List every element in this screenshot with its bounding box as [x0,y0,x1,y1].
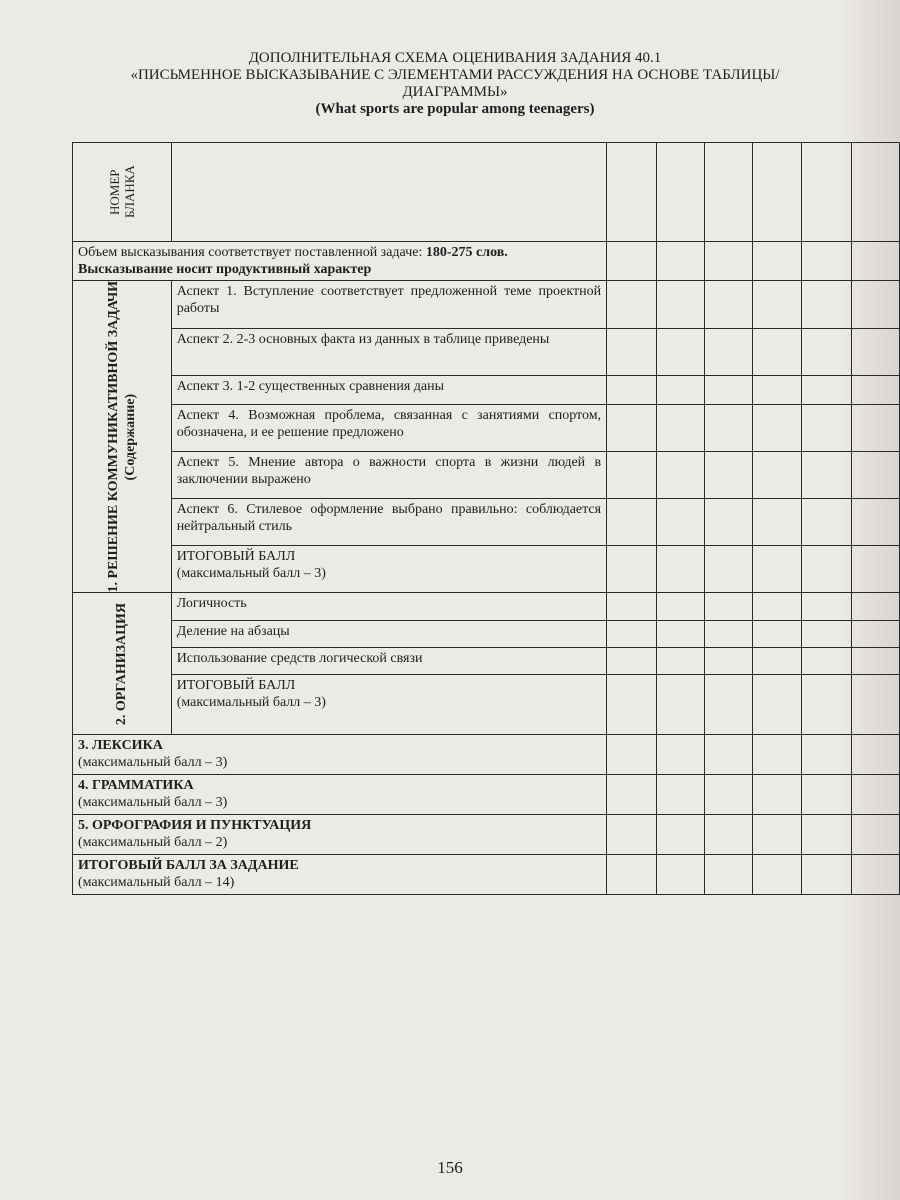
org-item-3-label: Использование средств логической связи [171,648,606,675]
score-cell[interactable] [607,546,657,593]
productive-text: Высказывание носит продуктивный характер [78,262,372,277]
score-cell[interactable] [752,621,802,648]
score-cell[interactable] [852,329,900,376]
score-cell[interactable] [704,329,752,376]
score-cell[interactable] [607,242,657,281]
score-cell[interactable] [704,242,752,281]
score-cell[interactable] [802,815,852,855]
org-item-1-label: Логичность [171,593,606,621]
spelling-title: 5. ОРФОГРАФИЯ И ПУНКТУАЦИЯ [78,818,312,834]
score-cell[interactable] [656,648,704,675]
section1-total-max: (максимальный балл – 3) [176,566,326,582]
org-row-3 [73,648,900,675]
score-cell[interactable] [752,675,802,735]
assessment-table [72,142,900,895]
blank-number-cell[interactable] [704,143,752,242]
score-cell[interactable] [852,621,900,648]
section2-total-label [171,675,606,735]
score-cell[interactable] [607,281,657,329]
grammar-max: (максимальный балл – 3) [78,795,228,811]
score-cell[interactable] [704,593,752,621]
score-cell[interactable] [852,281,900,329]
score-cell[interactable] [852,775,900,815]
score-cell[interactable] [656,376,704,405]
section1-total-label [171,546,606,593]
volume-row [73,242,900,281]
score-cell[interactable] [752,735,802,775]
score-cell[interactable] [607,675,657,735]
score-cell[interactable] [704,546,752,593]
aspect-6-label: Аспект 6. Стилевое оформление выбрано правильно: соблюдается нейтральный стиль [171,499,606,546]
aspect-5-label: Аспект 5. Мнение автора о важности спорта в жизни людей в заключении выражено [171,452,606,499]
score-cell[interactable] [656,546,704,593]
score-cell[interactable] [752,405,802,452]
score-cell[interactable] [607,775,657,815]
score-cell[interactable] [607,452,657,499]
score-cell[interactable] [752,281,802,329]
score-cell[interactable] [752,546,802,593]
score-cell[interactable] [802,675,852,735]
score-cell[interactable] [852,376,900,405]
lexis-label [73,735,607,775]
score-cell[interactable] [852,855,900,895]
section1-subtitle: (Содержание) [122,393,138,481]
aspect-2-label: Аспект 2. 2-3 основных факта из данных в таблице приведены [171,329,606,376]
score-cell[interactable] [852,593,900,621]
spelling-label [73,815,607,855]
header-line-3: ДИАГРАММЫ» [402,84,508,100]
aspect-row-4 [73,405,900,452]
blank-number-cell[interactable] [752,143,802,242]
score-cell[interactable] [802,735,852,775]
score-cell[interactable] [607,735,657,775]
score-cell[interactable] [752,775,802,815]
blank-header-spacer [171,143,606,242]
grammar-row [73,775,900,815]
section2-total-max: (максимальный балл – 3) [176,695,326,711]
score-cell[interactable] [704,775,752,815]
score-cell[interactable] [656,855,704,895]
score-cell[interactable] [607,593,657,621]
score-cell[interactable] [656,775,704,815]
score-cell[interactable] [752,499,802,546]
aspect-row-3 [73,376,900,405]
score-cell[interactable] [607,815,657,855]
aspect-row-6 [73,499,900,546]
section2-total-row [73,675,900,735]
score-cell[interactable] [802,281,852,329]
blank-number-cell[interactable] [802,143,852,242]
score-cell[interactable] [607,648,657,675]
blank-number-label: НОМЕР БЛАНКА [106,165,137,219]
lexis-max: (максимальный балл – 3) [78,755,228,771]
aspect-row-5 [73,452,900,499]
score-cell[interactable] [656,593,704,621]
score-cell[interactable] [802,405,852,452]
score-cell[interactable] [704,815,752,855]
page-number: 156 [437,1158,463,1177]
score-cell[interactable] [752,648,802,675]
score-cell[interactable] [802,329,852,376]
score-cell[interactable] [704,376,752,405]
score-cell[interactable] [802,775,852,815]
header-topic: (What sports are popular among teenagers) [315,101,595,117]
final-label [73,855,607,895]
spelling-row [73,815,900,855]
section2-total-title: ИТОГОВЫЙ БАЛЛ [176,678,296,694]
section2-title: 2. ОРГАНИЗАЦИЯ [114,602,130,725]
section1-total-row [73,546,900,593]
blank-number-cell[interactable] [607,143,657,242]
score-cell[interactable] [752,329,802,376]
score-cell[interactable] [656,621,704,648]
score-cell[interactable] [656,281,704,329]
blank-number-row [73,143,900,242]
score-cell[interactable] [852,452,900,499]
score-cell[interactable] [802,648,852,675]
score-cell[interactable] [607,405,657,452]
lexis-row [73,735,900,775]
score-cell[interactable] [802,452,852,499]
page-header [60,50,850,118]
score-cell[interactable] [752,376,802,405]
score-cell[interactable] [607,855,657,895]
score-cell[interactable] [704,281,752,329]
header-line-1: ДОПОЛНИТЕЛЬНАЯ СХЕМА ОЦЕНИВАНИЯ ЗАДАНИЯ 40.1 [248,50,662,66]
score-cell[interactable] [704,621,752,648]
section1-header [73,281,172,593]
score-cell[interactable] [704,499,752,546]
score-cell[interactable] [802,499,852,546]
score-cell[interactable] [704,452,752,499]
score-cell[interactable] [704,855,752,895]
final-title: ИТОГОВЫЙ БАЛЛ ЗА ЗАДАНИЕ [78,858,299,874]
score-cell[interactable] [607,499,657,546]
blank-number-header [73,143,172,242]
grammar-title: 4. ГРАММАТИКА [78,778,194,794]
section1-title [105,281,139,592]
score-cell[interactable] [852,648,900,675]
volume-words: 180-275 слов. [425,245,508,260]
score-cell[interactable] [656,675,704,735]
score-cell[interactable] [752,815,802,855]
score-cell[interactable] [704,675,752,735]
blank-number-cell[interactable] [852,143,900,242]
org-row-1 [73,593,900,621]
org-item-2-label: Деление на абзацы [171,621,606,648]
score-cell[interactable] [802,621,852,648]
score-cell[interactable] [752,242,802,281]
score-cell[interactable] [852,405,900,452]
lexis-title: 3. ЛЕКСИКА [78,738,163,754]
score-cell[interactable] [852,735,900,775]
volume-label [73,242,607,281]
aspect-3-label: Аспект 3. 1-2 существенных сравнения даны [171,376,606,405]
score-cell[interactable] [656,735,704,775]
score-cell[interactable] [802,855,852,895]
score-cell[interactable] [852,499,900,546]
score-cell[interactable] [852,675,900,735]
volume-text: Объем высказывания соответствует поставленной задаче: [78,245,426,260]
section2-header [73,593,172,735]
score-cell[interactable] [607,329,657,376]
score-cell[interactable] [656,499,704,546]
score-cell[interactable] [802,242,852,281]
score-cell[interactable] [852,815,900,855]
score-cell[interactable] [752,452,802,499]
final-row [73,855,900,895]
org-row-2 [73,621,900,648]
score-cell[interactable] [656,405,704,452]
aspect-row-2 [73,329,900,376]
header-line-2: «ПИСЬМЕННОЕ ВЫСКАЗЫВАНИЕ С ЭЛЕМЕНТАМИ РАССУЖДЕНИЯ НА ОСНОВЕ ТАБЛИЦЫ/ [130,67,780,83]
score-cell[interactable] [802,546,852,593]
score-cell[interactable] [852,242,900,281]
blank-number-cell[interactable] [656,143,704,242]
score-cell[interactable] [656,815,704,855]
score-cell[interactable] [802,593,852,621]
final-max: (максимальный балл – 14) [78,875,235,891]
aspect-row-1 [73,281,900,329]
section1-total-title: ИТОГОВЫЙ БАЛЛ [176,549,296,565]
section1-title-text: 1. РЕШЕНИЕ КОММУНИКАТИВНОЙ ЗАДАЧИ [105,281,121,593]
aspect-4-label: Аспект 4. Возможная проблема, связанная с занятиями спортом, обозначена, и ее решение предложено [171,405,606,452]
score-cell[interactable] [607,376,657,405]
score-cell[interactable] [607,621,657,648]
score-cell[interactable] [656,329,704,376]
score-cell[interactable] [802,376,852,405]
score-cell[interactable] [852,546,900,593]
score-cell[interactable] [704,648,752,675]
score-cell[interactable] [656,242,704,281]
score-cell[interactable] [752,855,802,895]
aspect-1-label: Аспект 1. Вступление соответствует предложенной теме проектной работы [171,281,606,329]
score-cell[interactable] [656,452,704,499]
grammar-label [73,775,607,815]
score-cell[interactable] [752,593,802,621]
score-cell[interactable] [704,405,752,452]
score-cell[interactable] [704,735,752,775]
spelling-max: (максимальный балл – 2) [78,835,228,851]
